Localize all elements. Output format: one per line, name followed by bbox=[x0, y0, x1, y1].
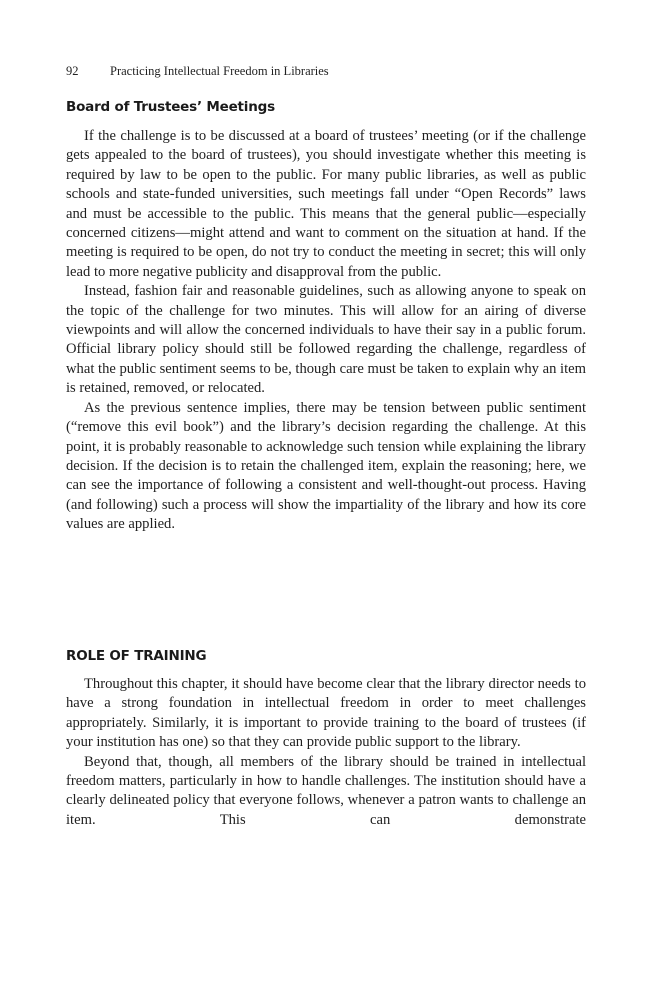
paragraph: Beyond that, though, all members of the library should be trained in intellectual freedom matters, particularly in how to handle challenges. The institution should have a clearly delineated policy that everyone follows, whenever a patron wants to challenge an item. This can demonstrate bbox=[66, 753, 586, 828]
subsection-heading: Board of Trustees’ Meetings bbox=[66, 99, 275, 115]
paragraph: If the challenge is to be discussed at a board of trustees’ meeting (or if the challenge gets appealed to the board of trustees), you should investigate whether this meeting is required by law to be open to the public. For many public libraries, as well as public schools and state-funded universities, such meetings fall under “Open Records” laws and must be accessible to the public. This means that the general public—especially concerned citizens—might attend and want to comment on the situation at hand. If the meeting is required to be open, do not try to conduct the meeting in secret; this will only lead to more negative publicity and disapproval from the public. bbox=[66, 128, 586, 280]
section-body-board-meetings bbox=[66, 127, 586, 535]
paragraph: Instead, fashion fair and reasonable guidelines, such as allowing anyone to speak on the topic of the challenge for two minutes. This will allow for an airing of diverse viewpoints and will allow the concerned individuals to have their say in a public forum. Official library policy should still be followed regarding the challenge, regardless of what the public sentiment seems to be, though care must be taken to explain why an item is retained, removed, or relocated. bbox=[66, 283, 586, 397]
page-number: 92 bbox=[66, 64, 79, 78]
paragraph: As the previous sentence implies, there may be tension between public sentiment (“remove this evil book”) and the library’s decision regarding the challenge. At this point, it is probably reasonable to acknowledge such tension while explaining the library decision. If the decision is to retain the challenged item, explain the reasoning; here, we can see the importance of following a consistent and well-thought-out process. Having (and following) such a process will show the impartiality of the library and how its core values are applied. bbox=[66, 399, 586, 533]
paragraph: Throughout this chapter, it should have become clear that the library director needs to have a strong foundation in intellectual freedom in order to meet challenges appropriately. Similarly, it is important to provide training to the board of trustees (if your institution has one) so that they can provide public support to the library. bbox=[66, 676, 586, 751]
section-body-role-of-training bbox=[66, 675, 586, 830]
running-title: Practicing Intellectual Freedom in Libraries bbox=[110, 64, 329, 78]
section-heading: ROLE OF TRAINING bbox=[66, 648, 207, 664]
running-header bbox=[66, 64, 329, 79]
